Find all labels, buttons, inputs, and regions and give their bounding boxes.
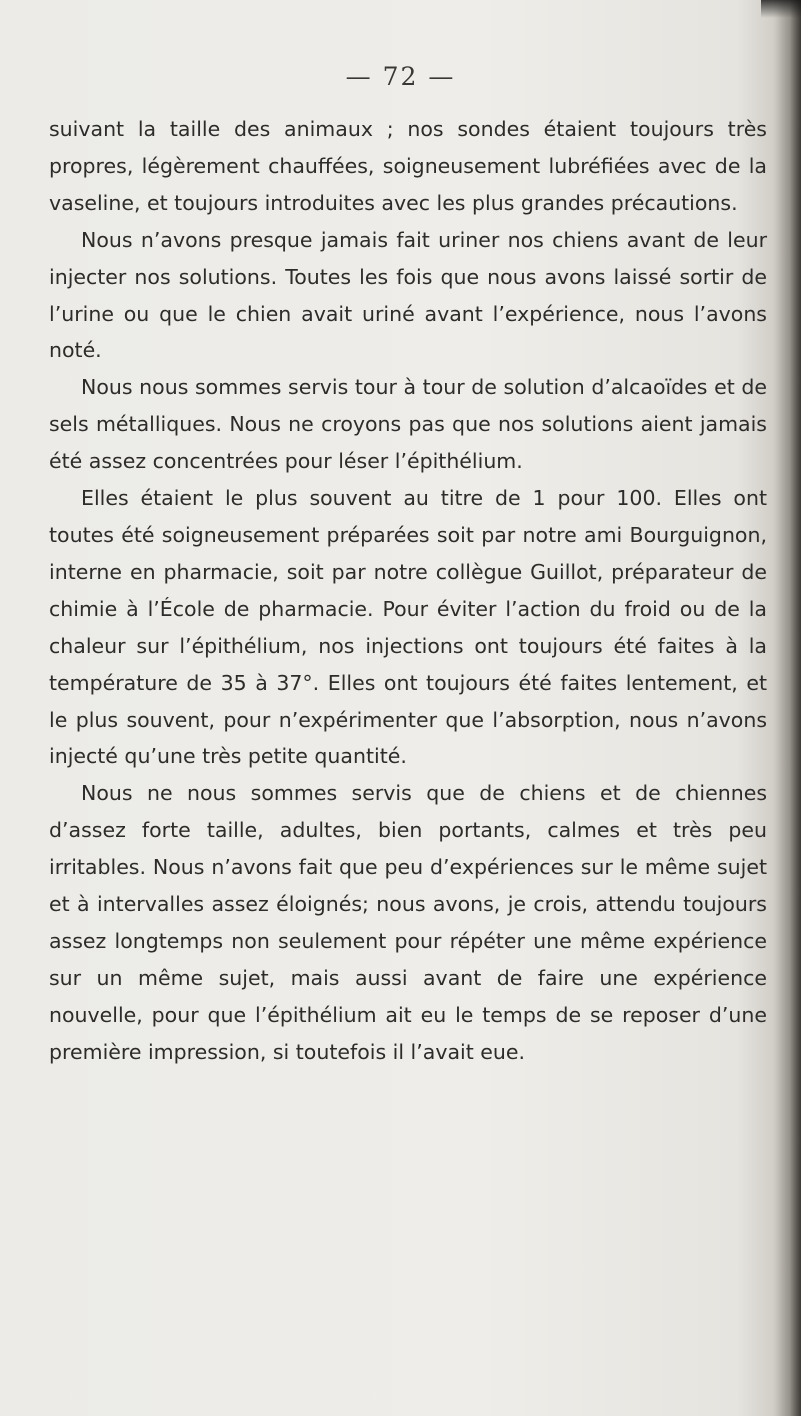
- page-edge-shadow: [773, 0, 801, 1416]
- body-text: [49, 111, 767, 1071]
- paragraph: Nous ne nous sommes servis que de chiens et de chiennes d’assez forte taille, adultes, bien portants, calmes et très peu irritables. Nous n’avons fait que peu d’expériences sur le même sujet et à intervalles assez éloignés; nous avons, je crois, attendu toujours assez longtemps non seulement pour répéter une même expérience sur un même sujet, mais aussi avant de faire une expérience nouvelle, pour que l’épithélium ait eu le temps de se reposer d’une première impression, si toutefois il l’avait eue.: [49, 781, 767, 1064]
- page-number: — 72 —: [345, 62, 456, 91]
- paragraph-continued: suivant la taille des animaux ; nos sondes étaient toujours très propres, légèrement chauffées, soigneusement lubréfiées avec de la vaseline, et toujours introduites avec les plus grandes précautions.: [49, 117, 767, 215]
- page-corner-shadow: [761, 0, 801, 18]
- paragraph: Elles étaient le plus souvent au titre de 1 pour 100. Elles ont toutes été soigneusement préparées soit par notre ami Bourguignon, interne en pharmacie, soit par notre collègue Guillot, préparateur de chimie à l’École de pharmacie. Pour éviter l’action du froid ou de la chaleur sur l’épithélium, nos injections ont toujours été faites à la température de 35 à 37°. Elles ont toujours été faites lentement, et le plus souvent, pour n’expérimenter que l’absorption, nous n’avons injecté qu’une très petite quantité.: [49, 486, 767, 769]
- paragraph: Nous n’avons presque jamais fait uriner nos chiens avant de leur injecter nos solutions. Toutes les fois que nous avons laissé sortir de l’urine ou que le chien avait uriné avant l’expérience, nous l’avons noté.: [49, 227, 767, 363]
- paragraph: Nous nous sommes servis tour à tour de solution d’alcaoïdes et de sels métalliques. Nous ne croyons pas que nos solutions aient jamais été assez concentrées pour léser l’épithélium.: [49, 375, 767, 474]
